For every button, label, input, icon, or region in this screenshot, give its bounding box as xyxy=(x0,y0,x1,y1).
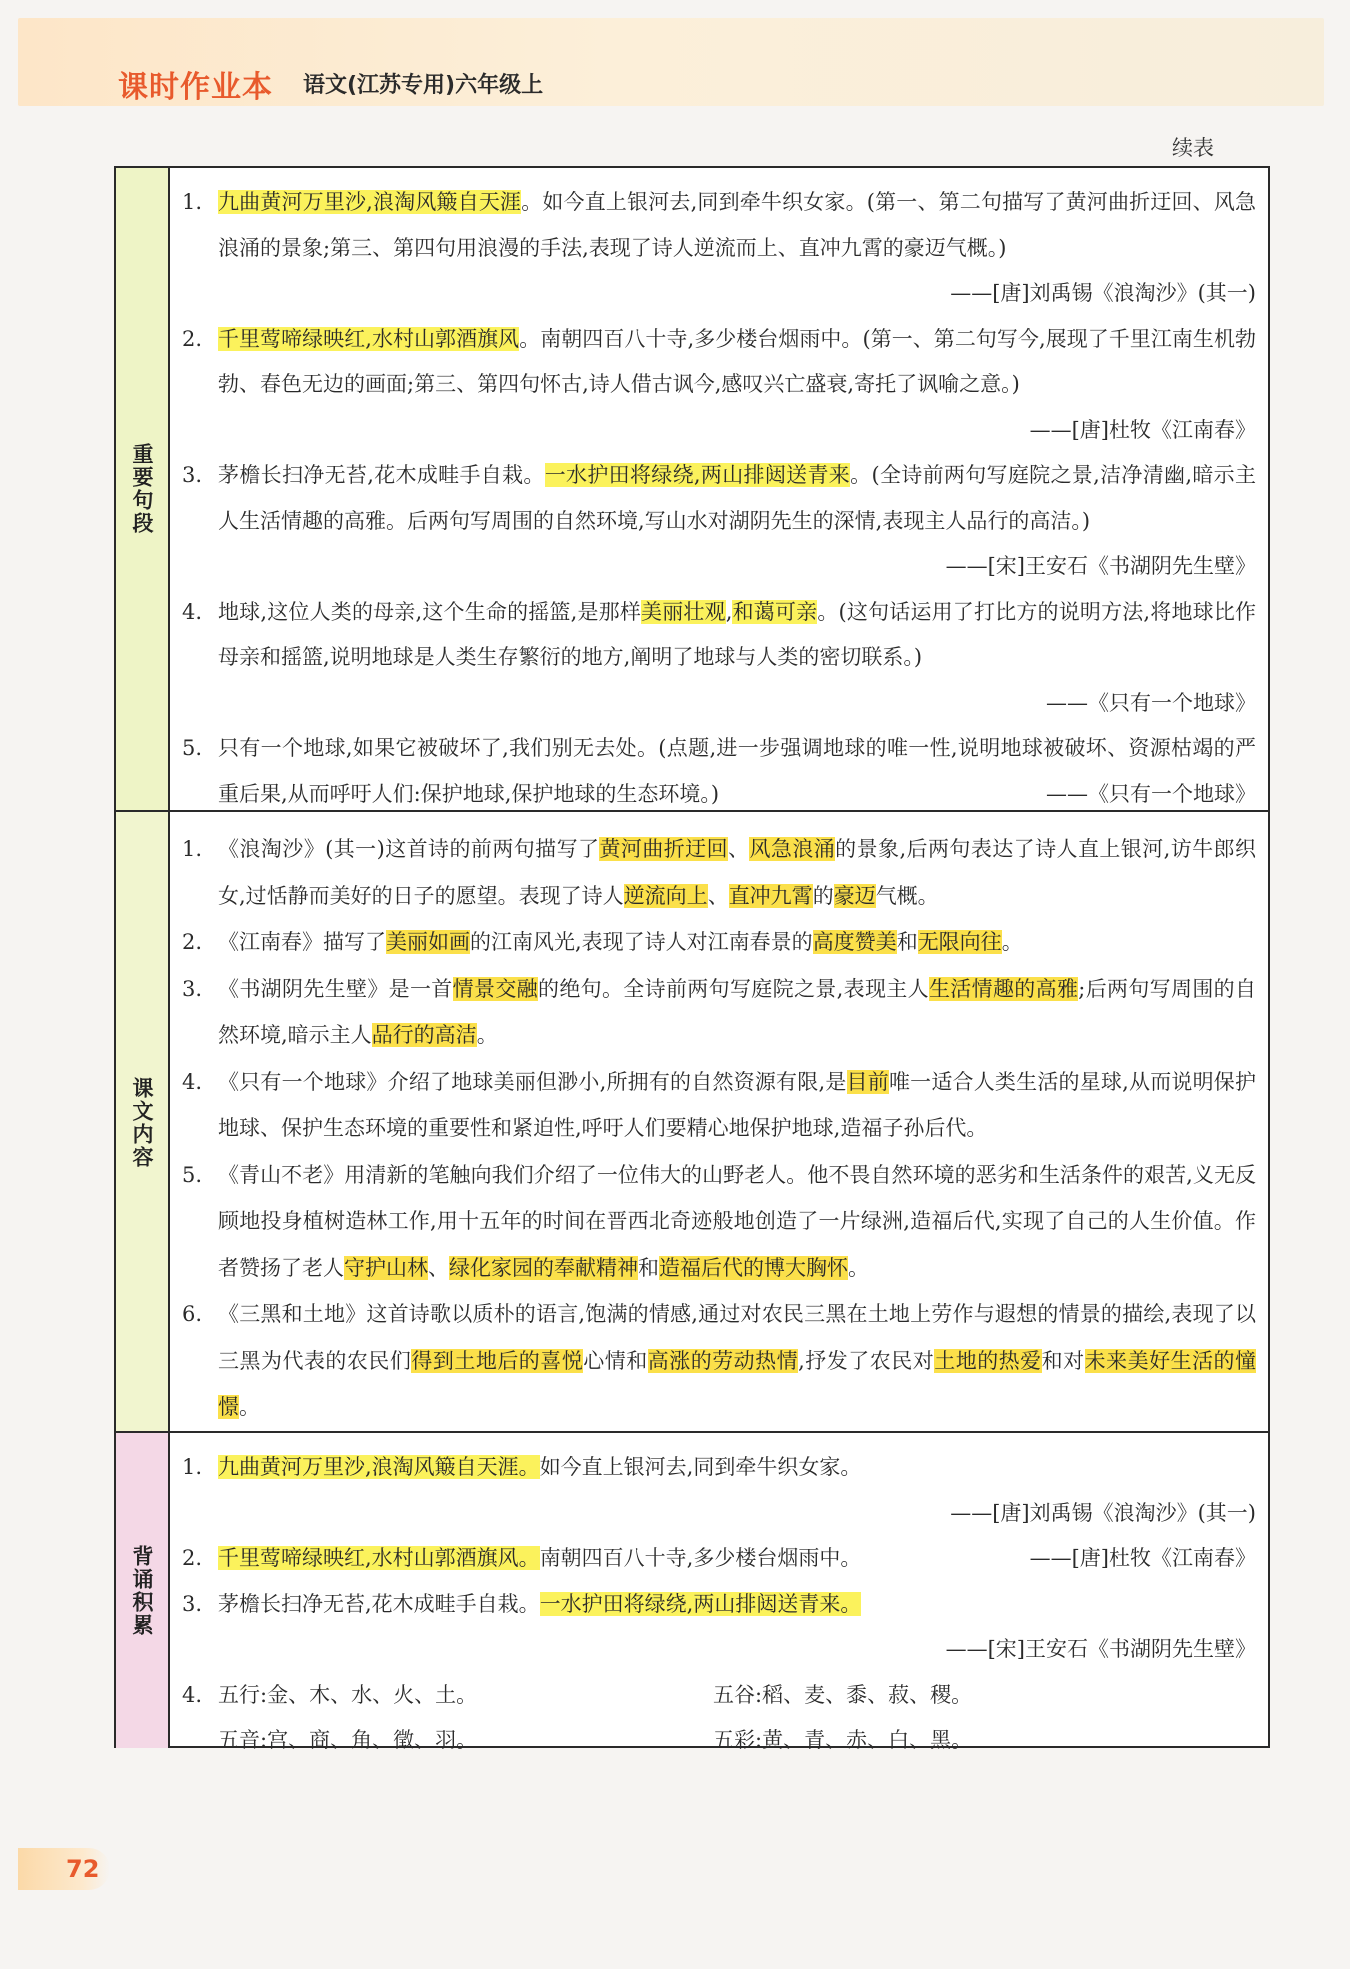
list-item xyxy=(182,1582,1256,1673)
list-item xyxy=(182,453,1256,590)
item-text: 、 xyxy=(707,883,729,908)
section-content xyxy=(182,180,1256,817)
item-text: 《书湖阴先生壁》是一首 xyxy=(218,976,453,1001)
content-table xyxy=(114,166,1270,1752)
item-number: 6. xyxy=(182,1302,203,1326)
item-source: ——[唐]刘禹锡《浪淘沙》(其一) xyxy=(950,1500,1256,1525)
list-item xyxy=(182,1059,1256,1152)
item-source: ——[唐]杜牧《江南春》 xyxy=(1029,1546,1256,1570)
wucai-text: 五彩:黄、青、赤、白、黑。 xyxy=(713,1728,973,1752)
item-text: 。如今直上银河去,同到牵牛织女家。(第一、第二句描写了黄河曲折迂回、风急浪涌的景象;第三、第四句用浪漫的手法,表现了诗人逆流而上、直冲九霄的豪迈气概。) xyxy=(218,190,1256,260)
book-subtitle: 语文(江苏专用)六年级上 xyxy=(303,73,544,98)
highlighted-text: 千里莺啼绿映红,水村山郭酒旗风 xyxy=(218,326,520,351)
wuxing-text: 五行:金、木、水、火、土。 xyxy=(218,1682,478,1707)
highlighted-text: 情景交融 xyxy=(452,976,538,1001)
item-text: 《只有一个地球》介绍了地球美丽但渺小,所拥有的自然资源有限,是 xyxy=(218,1069,847,1094)
item-text: 和 xyxy=(638,1255,659,1280)
section-text-content xyxy=(116,810,1268,1433)
highlighted-text: 九曲黄河万里沙,浪淘风簸自天涯。 xyxy=(218,1455,540,1479)
item-text: 和 xyxy=(896,930,918,954)
item-text: ,抒发了农民对 xyxy=(798,1348,935,1373)
item-number: 5. xyxy=(182,1162,203,1187)
section-content xyxy=(182,826,1256,1431)
item-number: 2. xyxy=(182,1546,203,1570)
item-text: 茅檐长扫净无苔,花木成畦手自栽。 xyxy=(218,1591,540,1616)
item-number: 2. xyxy=(182,930,203,954)
item-source: ——《只有一个地球》 xyxy=(1046,690,1256,715)
item-text: 南朝四百八十寺,多少楼台烟雨中。 xyxy=(539,1546,862,1570)
list-item xyxy=(182,1445,1256,1536)
list-item xyxy=(182,180,1256,317)
continued-label: 续表 xyxy=(1172,136,1214,160)
section-key-sentences xyxy=(116,168,1268,810)
item-source: ——《只有一个地球》 xyxy=(1046,781,1256,806)
list-item xyxy=(182,1291,1256,1431)
item-number: 1. xyxy=(182,1455,203,1479)
highlighted-text: 一水护田将绿绕,两山排闼送青来 xyxy=(544,463,851,487)
item-text: 茅檐长扫净无苔,花木成畦手自栽。 xyxy=(218,463,545,487)
list-item xyxy=(182,826,1256,919)
list-item xyxy=(182,726,1256,817)
highlighted-text: 守护山林 xyxy=(344,1255,428,1280)
highlighted-text: 得到土地后的喜悦 xyxy=(411,1348,584,1373)
elements-row xyxy=(218,1718,1256,1764)
item-text: 的江南风光,表现了诗人对江南春景的 xyxy=(470,930,813,954)
item-text: 《青山不老》用清新的笔触向我们介绍了一位伟大的山野老人。他不畏自然环境的恶劣和生活条件的艰苦,义无反顾地投身植树造林工作,用十五年的时间在晋西北奇迹般地创造了一片绿洲,造福后代,实现了自己的人生价值。作者赞扬了老人 xyxy=(218,1162,1256,1280)
item-source: ——[宋]王安石《书湖阴先生壁》 xyxy=(945,554,1256,578)
five-elements-list xyxy=(182,1673,1256,1764)
section-side-cell xyxy=(116,168,170,810)
highlighted-text: 美丽壮观 xyxy=(641,599,726,624)
item-number: 3. xyxy=(182,1591,203,1616)
item-text: 只有一个地球,如果它被破坏了,我们别无去处。(点题,进一步强调地球的唯一性,说明地球被破坏、资源枯竭的严重后果,从而呼吁人们:保护地球,保护地球的生态环境。) xyxy=(218,736,1256,806)
item-number: 4. xyxy=(182,1682,203,1707)
highlighted-text: 土地的热爱 xyxy=(934,1348,1042,1373)
highlighted-text: 直冲九霄 xyxy=(728,883,813,908)
highlighted-text: 目前 xyxy=(846,1069,889,1094)
page-number: 72 xyxy=(18,1848,110,1890)
item-source: ——[唐]刘禹锡《浪淘沙》(其一) xyxy=(950,281,1256,305)
highlighted-text: 无限向往 xyxy=(917,930,1002,954)
item-text: 、 xyxy=(428,1255,449,1280)
item-text: 《江南春》描写了 xyxy=(218,930,386,954)
highlighted-text: 豪迈 xyxy=(833,883,876,908)
wuyin-text: 五音:宫、商、角、徵、羽。 xyxy=(218,1728,478,1752)
list-item xyxy=(182,590,1256,727)
item-text: 。 xyxy=(239,1395,260,1419)
item-number: 1. xyxy=(182,190,203,214)
highlighted-text: 造福后代的博大胸怀 xyxy=(659,1255,848,1280)
highlighted-text: 生活情趣的高雅 xyxy=(928,976,1079,1001)
item-text: 。 xyxy=(848,1255,869,1280)
elements-row xyxy=(218,1673,1256,1719)
item-text: ;后两句写周围的自然环境,暗示主人 xyxy=(218,976,1257,1047)
highlighted-text: 绿化家园的奉献精神 xyxy=(449,1255,638,1280)
list-item xyxy=(182,919,1256,966)
highlighted-text: 美丽如画 xyxy=(386,930,470,954)
item-text: 。 xyxy=(476,1023,498,1047)
section-side-cell xyxy=(116,1433,170,1748)
item-text: , xyxy=(725,599,733,624)
highlighted-text: 逆流向上 xyxy=(623,883,708,908)
item-text: 的景象,后两句表达了诗人直上银河,访牛郎织女,过恬静而美好的日子的愿望。表现了诗人 xyxy=(218,837,1257,908)
item-text: 和对 xyxy=(1041,1348,1085,1373)
item-number: 3. xyxy=(182,463,203,487)
item-text: 地球,这位人类的母亲,这个生命的摇篮,是那样 xyxy=(218,599,642,624)
brand-title: 课时作业本 xyxy=(118,70,273,105)
item-number: 5. xyxy=(182,736,203,760)
item-text: 。 xyxy=(1001,930,1023,954)
highlighted-text: 品行的高洁 xyxy=(371,1023,477,1047)
item-text: 唯一适合人类生活的星球,从而说明保护地球、保护生态环境的重要性和紧迫性,呼吁人们要精心地保护地球,造福子孙后代。 xyxy=(218,1069,1256,1140)
wugu-text: 五谷:稻、麦、黍、菽、稷。 xyxy=(713,1682,973,1707)
section-content xyxy=(182,1445,1256,1764)
item-text: 气概。 xyxy=(875,883,939,908)
item-text: 《三黑和土地》这首诗歌以质朴的语言,饱满的情感,通过对农民三黑在土地上劳作与遐想的情景的描绘,表现了以三黑为代表的农民们 xyxy=(218,1302,1256,1373)
item-number: 2. xyxy=(182,326,203,351)
highlighted-text: 高涨的劳动热情 xyxy=(647,1348,799,1373)
item-text: 的绝句。全诗前两句写庭院之景,表现主人 xyxy=(537,976,929,1001)
item-text: 《浪淘沙》(其一)这首诗的前两句描写了 xyxy=(218,837,600,861)
highlighted-text: 千里莺啼绿映红,水村山郭酒旗风。 xyxy=(218,1546,540,1570)
item-text: 的 xyxy=(812,883,834,908)
item-number: 1. xyxy=(182,837,203,861)
item-text: 、 xyxy=(728,837,750,861)
highlighted-text: 风急浪涌 xyxy=(749,837,836,861)
item-text: 。(全诗前两句写庭院之景,洁净清幽,暗示主人生活情趣的高雅。后两句写周围的自然环境,写山水对湖阴先生的深情,表现主人品行的高洁。) xyxy=(218,463,1256,533)
list-item xyxy=(182,1152,1256,1292)
list-item xyxy=(182,317,1256,454)
section-label: 背诵积累 xyxy=(130,1544,154,1637)
item-number: 3. xyxy=(182,976,203,1001)
section-label: 重要句段 xyxy=(130,443,154,535)
highlighted-text: 一水护田将绿绕,两山排闼送青来。 xyxy=(539,1591,862,1616)
page-header xyxy=(18,18,1324,106)
section-recitation xyxy=(116,1431,1268,1752)
list-item xyxy=(182,966,1256,1059)
list-item xyxy=(182,1536,1256,1582)
section-label: 课文内容 xyxy=(130,1076,154,1169)
item-number: 4. xyxy=(182,1069,203,1094)
item-text: 如今直上银河去,同到牵牛织女家。 xyxy=(539,1455,862,1479)
section-side-cell xyxy=(116,812,170,1433)
highlighted-text: 黄河曲折迂回 xyxy=(599,837,729,861)
item-text: 。(这句话运用了打比方的说明方法,将地球比作母亲和摇篮,说明地球是人类生存繁衍的地方,阐明了地球与人类的密切联系。) xyxy=(218,599,1257,669)
item-text: 。南朝四百八十寺,多少楼台烟雨中。(第一、第二句写今,展现了千里江南生机勃勃、春色无边的画面;第三、第四句怀古,诗人借古讽今,感叹兴亡盛衰,寄托了讽喻之意。) xyxy=(218,326,1256,396)
item-text: 心情和 xyxy=(583,1348,648,1373)
item-source: ——[宋]王安石《书湖阴先生壁》 xyxy=(945,1637,1256,1661)
highlighted-text: 未来美好生活的憧憬 xyxy=(218,1348,1257,1419)
item-number: 4. xyxy=(182,599,203,624)
highlighted-text: 高度赞美 xyxy=(812,930,897,954)
highlighted-text: 和蔼可亲 xyxy=(732,599,818,624)
highlighted-text: 九曲黄河万里沙,浪淘风簸自天涯 xyxy=(218,190,522,214)
item-source: ——[唐]杜牧《江南春》 xyxy=(1029,417,1256,442)
